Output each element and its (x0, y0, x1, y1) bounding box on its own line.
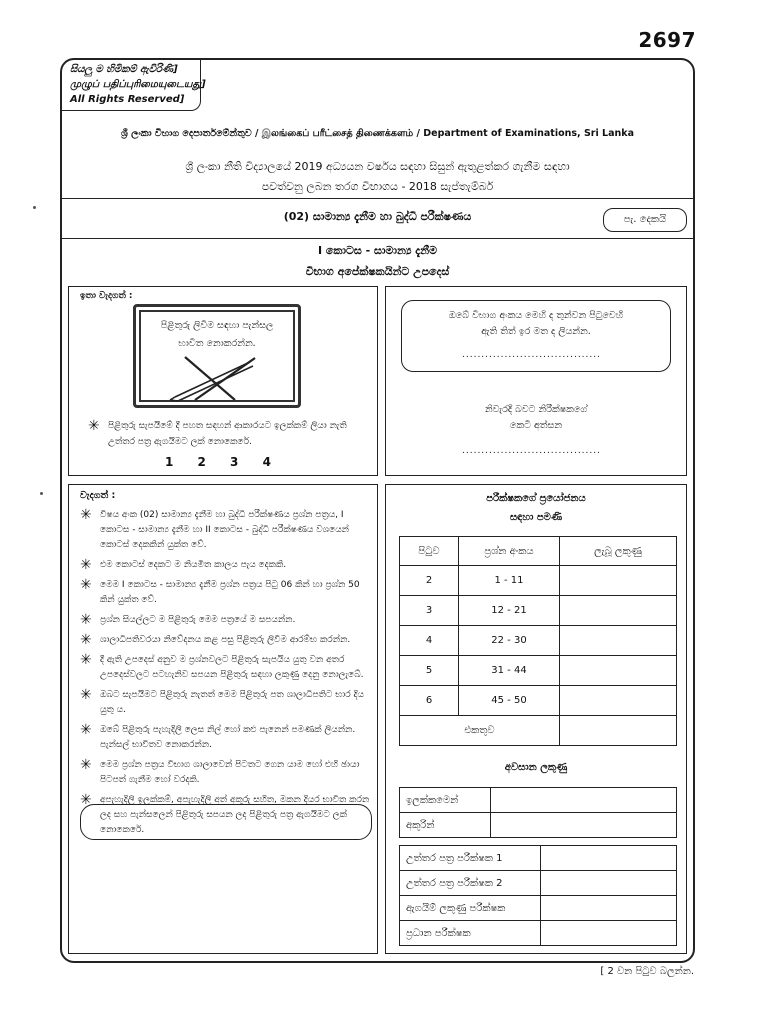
questions-cell: 12 - 21 (459, 596, 560, 626)
page-cell: 4 (400, 626, 459, 656)
rule-item: ✳ ප්‍රශ්න සියල්ලට ම පිළිතුරු මෙම පත්‍රයේ ම සපයන්න. (80, 612, 296, 628)
table-row (400, 921, 677, 946)
asterisk-icon: ✳ (80, 632, 92, 648)
table-row (400, 656, 677, 686)
footer-turn-page: [ 2 වන පිටුව බලන්න. (600, 966, 694, 977)
examiner-role: ඇගයීම් ලකුණු පරීක්ෂක (400, 896, 541, 921)
total-label: එකතුව (400, 716, 560, 746)
important-label: වැදගත් : (80, 490, 116, 501)
asterisk-icon: ✳ (88, 418, 100, 434)
table-row (400, 846, 677, 871)
supervisor-label-2: කෙටි අත්සන (509, 420, 563, 431)
examiner-use-title-1: පරීක්ෂකගේ ප්‍රයෝජනය (486, 493, 586, 504)
table-row (400, 626, 677, 656)
rule-item: ✳ මෙම I කොටස - සාමාන්‍ය දැනීම ප්‍රශ්න පත්‍රය පිටු 06 කින් හා ප්‍රශ්න 50 කින් යුක්ත වේ. (80, 578, 370, 608)
time-badge: පැ. දෙකයි (603, 208, 687, 232)
marks-cell[interactable] (560, 656, 677, 686)
rule-item: ✳ මෙම ප්‍රශ්න පත්‍රය විභාග ශාලාවෙන් පිටතට ගෙන යාම හෝ එහි ඡායා පිටපත් ගැනීම හෝ වරදකි. (80, 758, 370, 788)
asterisk-icon: ✳ (80, 722, 92, 738)
grid-note: පිළිතුරු සැපයීමේ දී පහත සඳහන් ආකාරයට ඉලක්කම් ලියා නැති උත්තර පත්‍ර ඇගයීමට ලක් නොකෙරේ. (108, 421, 347, 447)
part-title: I කොටස - සාමාන්‍ය දැනීම (317, 244, 438, 257)
examiners-table (399, 845, 677, 946)
marks-cell[interactable] (560, 596, 677, 626)
final-marks-label: අවසාන ලකුණු (504, 762, 568, 773)
page-cell: 5 (400, 656, 459, 686)
table-row (400, 566, 677, 596)
examiner-role: ප්‍රධාන පරීක්ෂක (400, 921, 541, 946)
paper-name: (02) සාමාන්‍ය දැනීම හා බුද්ධි පරීක්ෂණය (283, 210, 472, 223)
rights-sinhala: සියලු ම හිමිකම් ඇවිරිණි] (70, 64, 178, 75)
page-cell: 2 (400, 566, 459, 596)
divider (62, 198, 693, 199)
supervisor-label-1: නිවැරදි බවට නිරීක්ෂකගේ (484, 404, 588, 415)
supervisor-signature-field[interactable]: .................................... (462, 446, 601, 456)
column-header: පිටුව (400, 537, 459, 566)
exam-title-line-2: පවත්වනු ලබන තරග විභාගය - 2018 සැප්තැම්බර් (261, 180, 494, 193)
table-header-row (400, 537, 677, 566)
examiner-role: උත්තර පත්‍ර පරීක්ෂක 2 (400, 871, 541, 896)
table-row (400, 813, 677, 838)
page-cell: 3 (400, 596, 459, 626)
total-marks-cell[interactable] (560, 716, 677, 746)
department-line: ශ්‍රී ලංකා විභාග දෙපාර්තමේන්තුව / இலங்கைப் பரீட்சைத் திணைக்களம் / Department of Examinations, Sri Lanka (120, 128, 635, 139)
exam-title-line-1: ශ්‍රී ලංකා නීති විද්‍යාලයේ 2019 අධ්‍යයන වර්ෂය සඳහා සිසුන් ඇතුළත්කර ගැනීම සඳහා (185, 160, 570, 173)
final-value-cell[interactable] (491, 788, 677, 813)
examiner-sign-cell[interactable] (541, 871, 677, 896)
asterisk-icon: ✳ (80, 652, 92, 668)
marks-table (399, 536, 677, 746)
final-row-label: අකුරින් (400, 813, 491, 838)
scan-speck (40, 492, 43, 495)
note-label: ඉතා වැදගත් : (80, 291, 133, 301)
column-header: ලැබූ ලකුණු (560, 537, 677, 566)
rights-tamil: முழுப் பதிப்புரிமையுடையது] (70, 79, 206, 90)
index-number-field[interactable]: .................................... (462, 350, 601, 360)
asterisk-icon: ✳ (80, 792, 92, 808)
final-marks-table (399, 787, 677, 838)
table-row (400, 686, 677, 716)
grid-numbers: 1 2 3 4 (165, 455, 273, 469)
rights-english: All Rights Reserved] (70, 94, 185, 105)
paper-code: 2697 (638, 28, 696, 52)
picture-text-2: භාවිත නොකරන්න. (178, 338, 256, 349)
scan-speck (33, 206, 36, 209)
table-row (400, 896, 677, 921)
rule-item: ✳ විෂය අංක (02) සාමාන්‍ය දැනීම හා බුද්ධි පරීක්ෂණය ප්‍රශ්න පත්‍රය, I කොටස - සාමාන්‍ය දැනීම හා II කොටස - බුද්ධි පරීක්ෂණය වශයෙන් කොටස් දෙකකින් යුක්ත වේ. (80, 508, 370, 553)
examiner-role: උත්තර පත්‍ර පරීක්ෂක 1 (400, 846, 541, 871)
asterisk-icon: ✳ (80, 507, 92, 523)
table-total-row (400, 716, 677, 746)
examiner-use-title-2: සඳහා පමණි (509, 512, 563, 523)
rules-list (80, 508, 370, 843)
rule-item: ✳ දී ඇති උපදෙස් අනුව ම ප්‍රශ්නවලට පිළිතුරු සැපයිය යුතු වන අතර උපදෙස්වලට පටහැනිව සපයන පිළිතුරු සඳහා ලකුණු දෙනු නොලැබේ. (80, 653, 370, 683)
asterisk-icon: ✳ (80, 757, 92, 773)
marks-cell[interactable] (560, 566, 677, 596)
asterisk-icon: ✳ (80, 612, 92, 628)
rule-item: ✳ ශාලාධිපතිවරයා නිවේදනය කළ පසු පිළිතුරු ලිවීම ආරම්භ කරන්න. (80, 632, 351, 648)
questions-cell: 45 - 50 (459, 686, 560, 716)
examiner-sign-cell[interactable] (541, 896, 677, 921)
rule-item: ✳ ඔබට සැපයීමට පිළිතුරු නැතත් මෙම පිළිතුරු පත ශාලාධිපතිට භාර දිය යුතු ය. (80, 688, 370, 718)
rights-notice (70, 62, 206, 107)
final-row-label: ඉලක්කමෙන් (400, 788, 491, 813)
questions-cell: 22 - 30 (459, 626, 560, 656)
picture-text-1: පිළිතුරු ලිවීම සඳහා පැන්සල (160, 320, 274, 331)
asterisk-icon: ✳ (80, 577, 92, 593)
table-row (400, 596, 677, 626)
index-instruction-1: ඔබේ විභාග අංකය මෙහි ද තුන්වන පිටුවෙහි (448, 310, 624, 321)
examiner-sign-cell[interactable] (541, 921, 677, 946)
divider (62, 238, 693, 239)
index-instruction-2: ඇති තිත් ඉර මත ද ලියන්න. (481, 326, 591, 337)
questions-cell: 1 - 11 (459, 566, 560, 596)
rule-item: ✳ ඔබේ පිළිතුරු පැහැදිලි ලෙස නිල් හෝ කළු පැනෙන් පමණක් ලියන්න. පැන්සල් භාවිතව නොකරන්න. (80, 723, 370, 753)
asterisk-icon: ✳ (80, 557, 92, 573)
column-header: ප්‍රශ්න අංකය (459, 537, 560, 566)
table-row (400, 871, 677, 896)
marks-cell[interactable] (560, 626, 677, 656)
marks-cell[interactable] (560, 686, 677, 716)
crossed-pencil-icon (165, 352, 265, 402)
examiner-sign-cell[interactable] (541, 846, 677, 871)
questions-cell: 31 - 44 (459, 656, 560, 686)
asterisk-icon: ✳ (80, 687, 92, 703)
rule-item: ✳ අපැහැදිලි ඉලක්කම්, අපැහැදිලි අත් අකුරු සහිත, මකන දියර භාවිත කරන ලද සහ පැන්සලෙන් පිළිතුරු සපයන ලද පිළිතුරු පත්‍ර ඇගයීමට ලක් නොකෙරේ. (80, 793, 370, 838)
rule-item: ✳ එම කොටස් දෙකට ම නියමිත කාලය පැය දෙකකි. (80, 557, 287, 573)
table-row (400, 788, 677, 813)
instructions-title: විභාග අපේක්ෂකයින්ට උපදෙස් (305, 265, 450, 278)
page-cell: 6 (400, 686, 459, 716)
final-value-cell[interactable] (491, 813, 677, 838)
